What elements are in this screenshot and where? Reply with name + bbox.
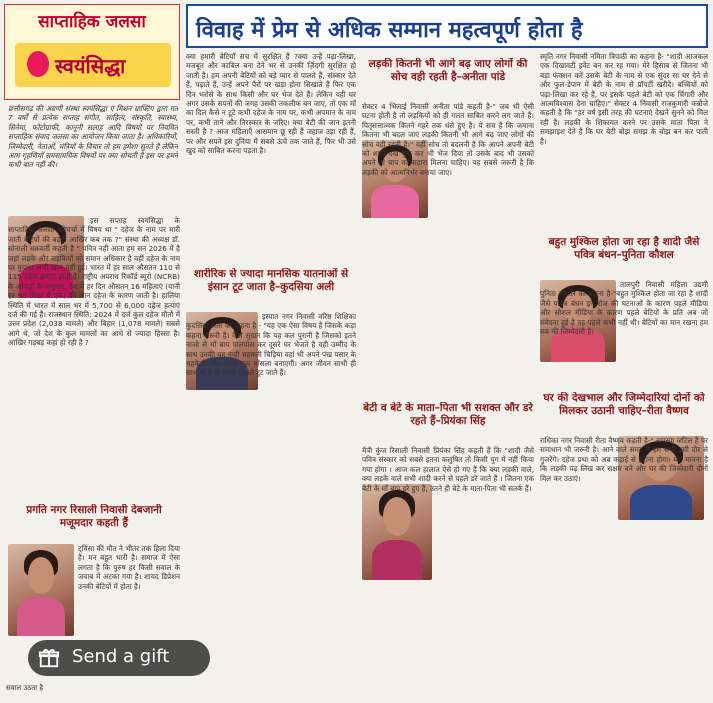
- col4-tail: राधिका नगर निवासी रीता वैष्णव कहती है-" समस्या जटिल है पर समाधान भी जरूरी है। आने वाले समय में हम सभी इसी दौर से गुजरेंगे। दहेज प्रथा को अब कड़ाई से हटाना होगा। मेरा मानना है कि लड़की पढ़ लिख कर सक्षम बने और घर की जिम्मेदारी दोनों मिल कर उठाएं।: [540, 436, 708, 483]
- col3-subheading: लड़की कितनी भी आगे बढ़ जाए लोगों की सोच वही रहती है–अनीता पांडे: [368, 58, 528, 83]
- logo-mark-icon: [27, 51, 49, 77]
- masthead: [4, 4, 180, 100]
- col4-body: स्मृति नगर निवासी नमिता त्रिपाठी का कहना है- "शादी आजकल एक दिखावटी इवेंट बन कर रह गया। मेरे हिसाब से जितना भी बड़ा फंक्शन करें उसके बेटी के नाम से एक सुंदर सा घर देने से और फुल-डेपान में बेटी के नाम से प्रॉपर्टी खरीदे। बच्चियों को पढ़ा-लिखा कर रहे हैं, पर इसके पहले बेटी को एक चिंगारी और आत्मविश्वास देना चाहिए।" सेक्टर 4 निवासी राजकुमारी कन्नौजे कहती है कि "हर वर्ष इसी तरह की घटनाएं देखने सुनने को मिल रही है। लड़की के शिकायत करने पर उसके माता पिता ने समझाइश देते है कि घर बेटी बोझ समझ के बोझ बन कर पाती है।: [540, 52, 708, 146]
- gift-icon: [38, 647, 60, 669]
- col2-subheading: शारीरिक से ज्यादा मानसिक यातनाओं से इंसान टूट जाता है–कुदसिया अली: [193, 268, 349, 293]
- col3-tail: मैत्री कुंज रिसाली निवासी प्रियंका सिंह कहती हैं कि "शादी जैसे पवित्र संस्कार को सबसे इतना कलुषित तो किसी युग में नहीं किया गया होगा । आज कल हालात ऐसे हो गए हैं कि क्या लड़की वाले, क्या लड़के वाले सभी शादी करने से पहले डरे जाते हैं । जितना एक बेटी के माँ बाप डरे हुए हैं, उतने ही बेटे के माता-पिता भी सतर्क हैं।: [362, 446, 534, 493]
- send-gift-label: Send a gift: [72, 646, 170, 667]
- col4-subheading-2: घर की देखभाल और जिम्मेदारियां दोनों को मिलकर उठानी चाहिए–रीता वैष्णव: [543, 392, 705, 417]
- photo-debjani: [8, 544, 74, 636]
- col1-subheading: प्रगति नगर रिसाली निवासी देबजानी मजूमदार कहती हैं: [26, 504, 162, 529]
- col3-body: सेक्टर 4 भिलाई निवासी अनीता पांडे कहती है-" जब भी ऐसी घटना होती है तो लड़कियों को ही गलत साबित करने लग जाते हैं। पितृसत्तात्मक कितने गहरे तक धंसे हुए है। ये सच है कि जमाना कितना भी बदल जाए लड़की कितनी भी आगे बढ़ जाए लोगों की सोच वही रहती है।" वहीं सोच तो बदलनी है कि आपने अपनी बेटी को शादी देख गुण कर भी भेज दिया तो उसके बाद भी उसको अपने मां बाप का सहारा मिलना चाहिए। यह सबसे जरूरी है कि लड़की को आत्मनिर्भर बनाया जाए।: [362, 102, 534, 177]
- send-gift-button[interactable]: [28, 640, 210, 676]
- col4-subheading: बहुत मुश्किल होता जा रहा है शादी जैसे पवित्र बंधन–पुनिता कौशल: [548, 236, 700, 261]
- logo: [15, 43, 171, 87]
- col1-tail: ट्विंसा की मौत ने भीतर तक हिला दिया है। मन बहुत भारी है। समाज में ऐसा लगता है कि पुरुष हर किसी सवाल के जवाब में अटका गया है। शायद डिप्रेशन उनकी बेटियों में होता है।: [78, 544, 180, 591]
- col4-body-2: तालपुरी निवासी महिला उद्यमी पुनिता कौशल का कहना है-"बहुत मुश्किल होता जा रहा है शादी जैसे पवित्र बंधन इन रोज की घटनाओं के कारण पहले मीडिया और सोशल मीडिया के कारण पहले बेटियों के प्रति अब जो संवेदना हुई है वह पहले कभी नहीं थी। बेटियों का मान रखना हम सब की जिम्मेदारी है।: [540, 280, 708, 337]
- col3-subheading-2: बेटी व बेटे के माता–पिता भी सशक्त और डरे रहते हैं–प्रियंका सिंह: [363, 402, 533, 427]
- headline-banner: [186, 4, 708, 48]
- col1-body: इस सप्ताह स्वयंसिद्धा के साप्ताहिक जलसा परिचर्चा में विषय था " दहेज के नाम पर मारी जाती बेटियों की बढ़ती आखिर कब तक ?" संस्था की अध्यक्ष डॉ. सोनाली चक्रवर्ती कहती है " पवित्र नहीं आता हम सन 2026 में है जहां लड़के और लड़कियों को समान अधिकार है वहीं दहेज के नाम पर कुप्रथा अभी खत्म नहीं हुई। भारत में हर साल औसतन 110 से 115 दहेज हत्याएं होती हैं। राष्ट्रीय अपराध रिकॉर्ड ब्यूरो (NCRB) के आंकड़ों के अनुसार, देश में हर दिन औसतन 16 महिलाएं (यानी हर 90 मिनट में एक) की जान दहेज के कारण जाती है। हालिया स्थिति में भारत में साल भर में 5,700 से 6,000 दहेज हत्याएं दर्ज की गई हैं। राजस्थान स्थिति: 2024 में दर्ज कुल दहेज मौतों में उत्तर प्रदेश (2,038 मामले) और बिहार (1,078 मामले) सबसे आगे थे, जो देश के कुल मामलों का आधे से ज्यादा हिस्सा है। आखिर गड़बड़ कहां हो रही है ?: [8, 216, 180, 348]
- masthead-title: साप्ताहिक जलसा: [38, 12, 146, 32]
- col2-tail: इस्पात नगर निवासी वरिष्ठ शिक्षिका कुदसिया अली का कहना है - "यह एक ऐसा विषय है जिसके कड़ा कहना ज़रूरी है। कैसे सुखन कि यह कल पुरानी है जिसको इतने नाजो से माँ बाप पालपोस कर दूसरे घर भेजते है वही उम्मीद के साथ उनकी यह नन्ही चहकती चिड़िया वहां भी अपने पंख पसार के चहकेगी और अपना एक घोंसला बनाएगी। अगर जीवन साथी ही साथ ना दे तो उसके हौसले टूट जाते हैं।: [186, 312, 356, 378]
- col2-body: क्या हमारी बेटियाँ सच में सुरक्षित हैं ?क्या उन्हें पढ़ा-लिखा, मजबूत और काबिल बना देने भर से उनकी ज़िंदगी सुरक्षित हो जाती है। हम अपनी बेटियों को बड़े प्यार से पालते हैं, संस्कार देते हैं, पढ़ाते हैं, उन्हें अपने पैरों पर खड़ा होना सिखाते हैं फिर एक दिन भरोसे के साथ किसी और घर भेज देते हैं। लेकिन यही घर अगर उसके सपनों की जगह उसकी तकलीफ बन जाए, तो एक माँ का दिल कैसे न टूटे कभी दहेज के नाम पर, कभी अपमान के नाम पर, कभी ताने और तिरस्कार के जरिए। क्या बेटी की जान इतनी सस्ती है ? आज महिलाएँ आसमान छू रही हैं जहाज उड़ा रही हैं, पर और सपने इस दुनिया में सबसे ऊंचे तक जाते हैं, फिर भी उसे खुद को साबित करना पड़ता है।: [186, 52, 356, 156]
- headline: विवाह में प्रेम से अधिक सम्मान महत्वपूर्ण होता है: [196, 18, 583, 43]
- logo-text: स्वयंसिद्धा: [55, 54, 126, 78]
- col1-footer: सवाल उठता है: [6, 684, 44, 692]
- intro-text: छत्तीसगढ़ की अग्रणी संस्था स्वयंसिद्धा ए मिशन ग्राफ्टिंग द्वारा गत 7 वर्षों से प्रत्येक सप्ताह संगीत, साहित्य, संस्कृति, स्वास्थ्य, सिनेमा, फोटोग्राफी, कानूनी सलाह आदि विषयों पर नियमित सप्ताहिक संवाद जलसा का आयोजन किया जाता है। अधिकारियों, जिम्मेदारी, नेताओं, मंत्रियों के विचार तो हम हमेशा सुनते है लेकिन आम गृहणियों समसामयिक विषयों पर क्या सोचती है इस पर हमने कभी बात नहीं की।: [8, 104, 178, 170]
